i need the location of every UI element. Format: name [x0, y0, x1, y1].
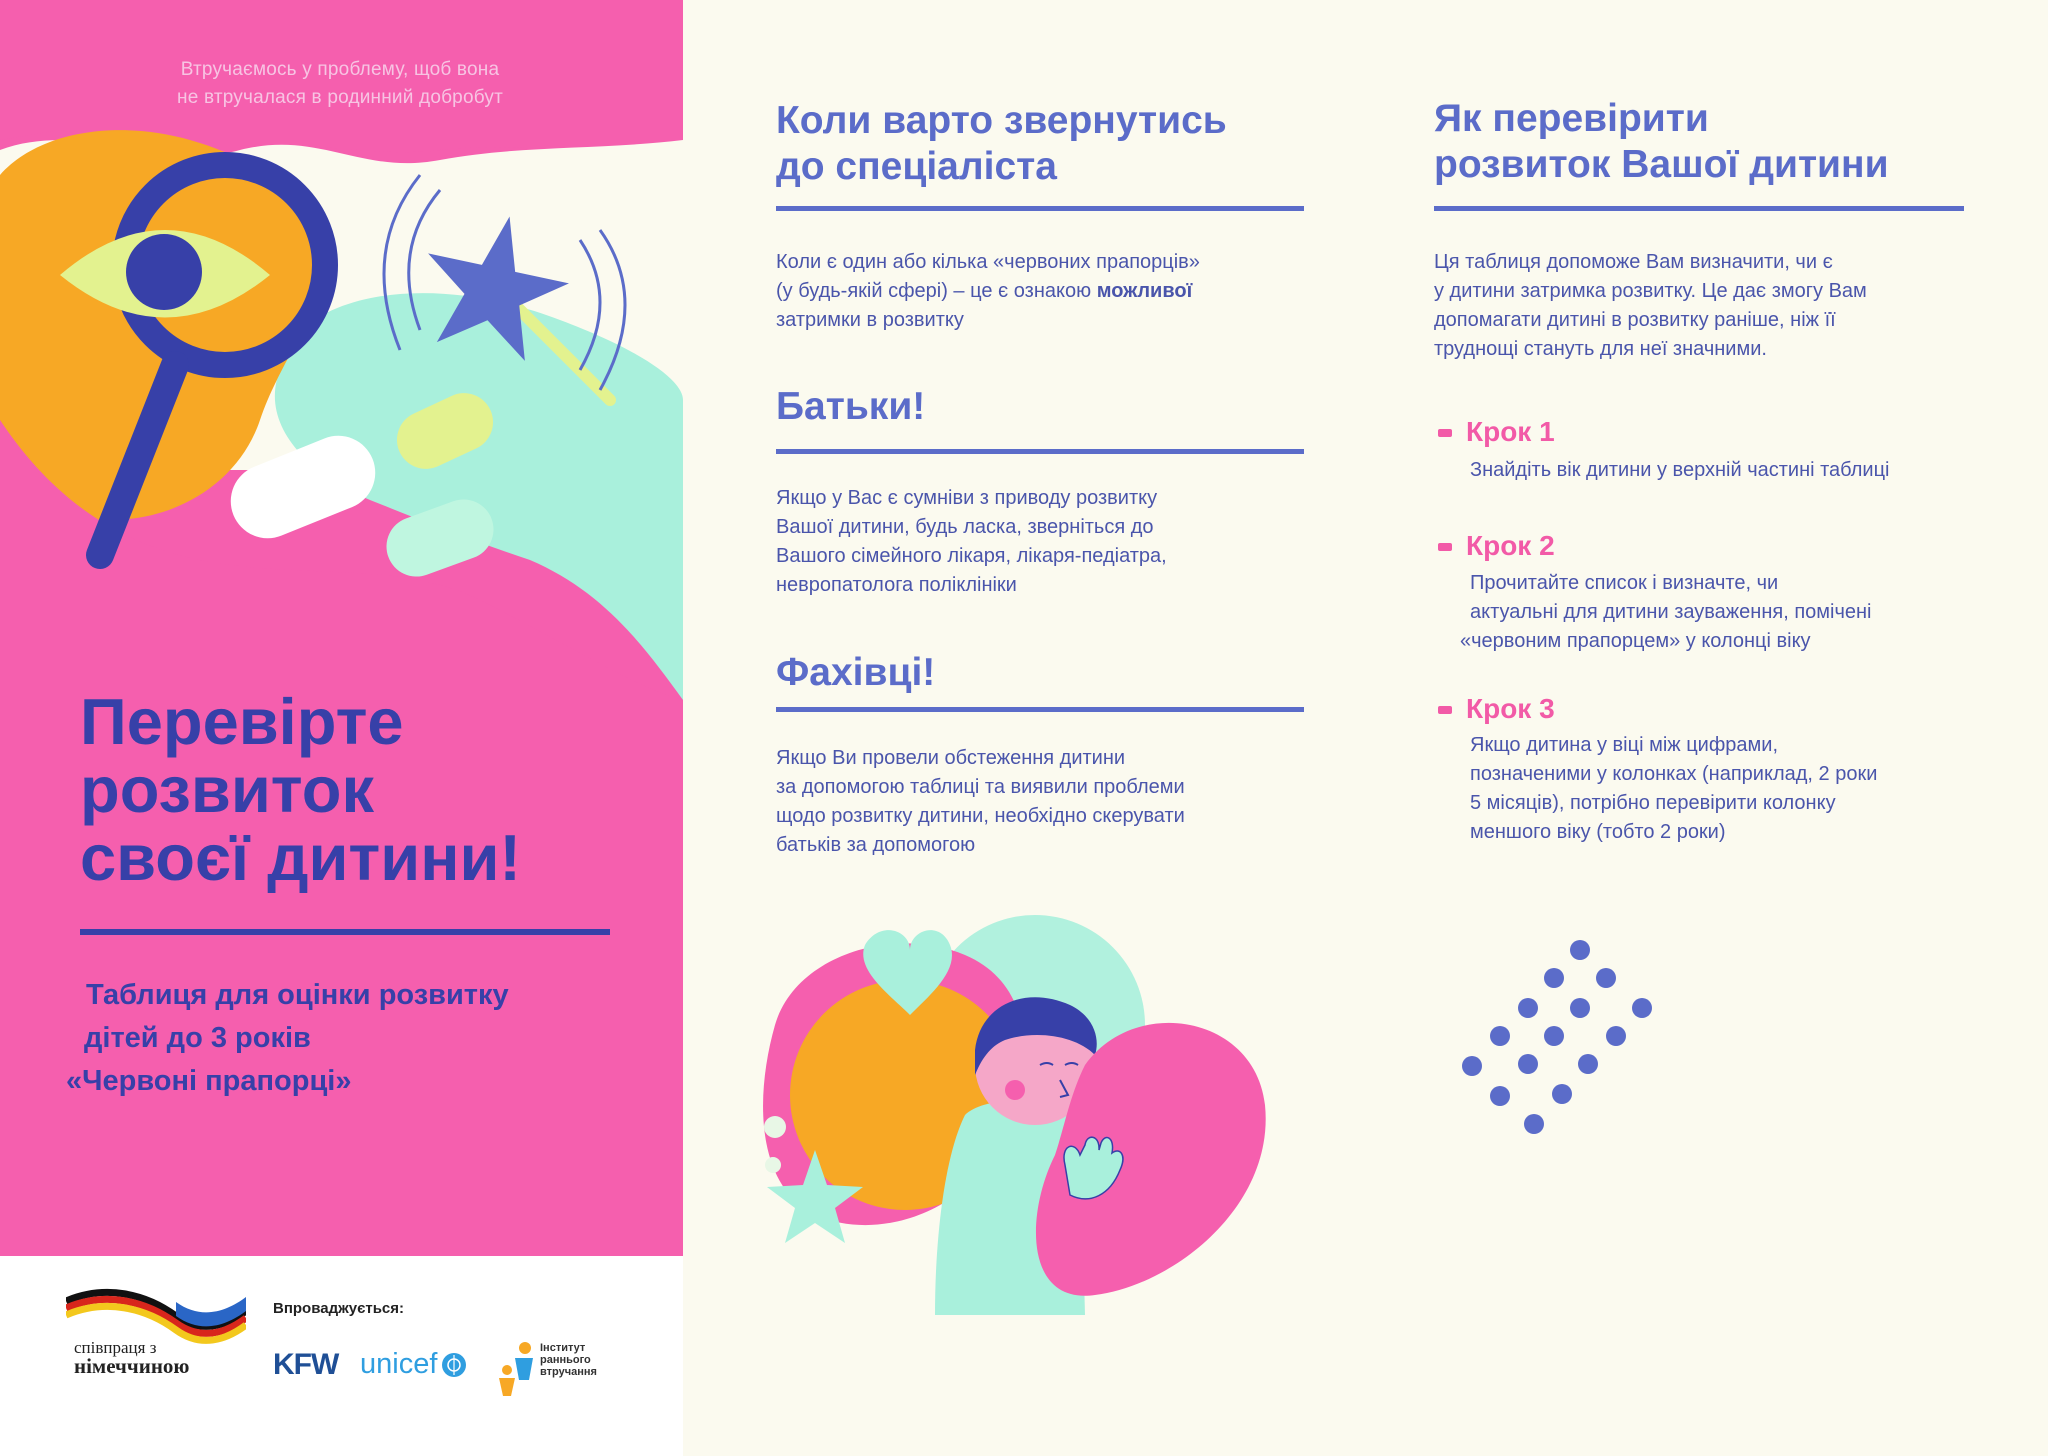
step-2-text — [1460, 569, 2010, 656]
step-2-label: Крок 2 — [1466, 530, 1555, 561]
cooperation-line-1: співпраця з — [74, 1338, 157, 1357]
step-1-bullet — [1438, 429, 1452, 437]
step-3-label: Крок 3 — [1466, 693, 1555, 724]
step-2-text-line-2: актуальні для дитини зауваження, помічені — [1470, 601, 1872, 623]
parents-divider — [776, 449, 1304, 454]
step-3-text — [1470, 731, 2010, 847]
tagline — [100, 56, 580, 112]
experts-text-line-1: Якщо Ви провели обстеження дитини — [776, 747, 1126, 769]
step-2-bullet — [1438, 543, 1452, 551]
experts-text-line-3: щодо розвитку дитини, необхідно скерувати — [776, 805, 1185, 827]
institute-logo-text — [540, 1342, 597, 1378]
check-text-line-4: труднощі стануть для неї значними. — [1434, 338, 1767, 360]
specialist-divider — [776, 206, 1304, 211]
unicef-globe-icon — [441, 1352, 467, 1378]
institute-line-2: раннього — [540, 1354, 591, 1366]
specialist-text-line-1: Коли є один або кілька «червоних прапорців» — [776, 251, 1200, 273]
cover-title-line-3: своєї дитини! — [80, 821, 522, 894]
check-text-line-2: у дитини затримка розвитку. Це дає змогу Вам — [1434, 280, 1867, 302]
child-with-heart-illustration — [735, 915, 1335, 1315]
cooperation-label — [74, 1338, 190, 1378]
cover-subtitle — [66, 974, 626, 1103]
specialist-text-emphasis: можливої — [1096, 280, 1193, 302]
germany-ukraine-flag-icon — [66, 1286, 246, 1346]
check-heading — [1434, 96, 1994, 188]
step-3-text-line-1: Якщо дитина у віці між цифрами, — [1470, 734, 1779, 756]
check-heading-line-1: Як перевірити — [1434, 97, 1709, 140]
step-1-text-line-1: Знайдіть вік дитини у верхній частині таблиці — [1470, 459, 1890, 481]
specialist-text-line-2-start: (у будь-якій сфері) – це є ознакою — [776, 280, 1097, 302]
step-3-text-line-2: позначеними у колонках (наприклад, 2 роки — [1470, 763, 1878, 785]
cover-divider — [80, 929, 610, 935]
step-3-text-line-4: меншого віку (тобто 2 роки) — [1470, 821, 1726, 843]
specialist-text-line-2 — [776, 277, 1336, 306]
parents-text-line-2: Вашої дитини, будь ласка, зверніться до — [776, 516, 1154, 538]
cover-subtitle-line-3: «Червоні прапорці» — [66, 1065, 352, 1097]
step-1-text — [1470, 456, 2010, 485]
dot-pattern — [1440, 930, 1660, 1140]
step-2-text-line-3: «червоним прапорцем» у колонці віку — [1460, 630, 1811, 652]
step-3-bullet — [1438, 706, 1452, 714]
experts-text — [776, 744, 1336, 860]
parents-text — [776, 484, 1336, 600]
tagline-line-1: Втручаємось у проблему, щоб вона — [180, 59, 500, 80]
implemented-by-label: Впроваджується: — [273, 1300, 405, 1317]
check-text-line-3: допомагати дитині в розвитку раніше, ніж її — [1434, 309, 1836, 331]
cover-subtitle-line-2: дітей до 3 років — [84, 1022, 311, 1054]
institute-logo-icon — [495, 1340, 541, 1398]
specialist-heading-line-1: Коли варто звернутись — [776, 99, 1227, 142]
specialist-text — [776, 248, 1336, 335]
check-text-line-1: Ця таблиця допоможе Вам визначити, чи є — [1434, 251, 1833, 273]
parents-text-line-4: невропатолога поліклініки — [776, 574, 1017, 596]
check-heading-line-2: розвиток Вашої дитини — [1434, 143, 1889, 186]
parents-heading: Батьки! — [776, 385, 926, 428]
cover-panel — [0, 0, 683, 1456]
specialist-heading — [776, 98, 1336, 190]
unicef-logo: unicef — [360, 1348, 438, 1380]
step-2-text-line-1: Прочитайте список і визначте, чи — [1470, 572, 1779, 594]
step-1-label: Крок 1 — [1466, 416, 1555, 447]
check-divider — [1434, 206, 1964, 211]
cooperation-line-2: німеччиною — [74, 1354, 190, 1378]
cover-title-line-2: розвиток — [80, 753, 374, 826]
experts-divider — [776, 707, 1304, 712]
experts-text-line-2: за допомогою таблиці та виявили проблеми — [776, 776, 1185, 798]
cover-title — [80, 685, 660, 894]
institute-line-3: втручання — [540, 1366, 597, 1378]
institute-line-1: Інститут — [540, 1342, 586, 1354]
check-text — [1434, 248, 1994, 364]
cover-subtitle-line-1: Таблиця для оцінки розвитку — [86, 979, 509, 1011]
cover-title-line-1: Перевірте — [80, 685, 404, 758]
specialist-text-line-3: затримки в розвитку — [776, 309, 964, 331]
sponsor-bar — [0, 1256, 683, 1456]
step-3-text-line-3: 5 місяців), потрібно перевірити колонку — [1470, 792, 1836, 814]
experts-heading: Фахівці! — [776, 651, 936, 694]
experts-text-line-4: батьків за допомогою — [776, 834, 976, 856]
parents-text-line-3: Вашого сімейного лікаря, лікаря-педіатра, — [776, 545, 1167, 567]
kfw-logo: KFW — [273, 1348, 339, 1381]
tagline-line-2: не втручалася в родинний добробут — [177, 87, 503, 108]
parents-text-line-1: Якщо у Вас є сумніви з приводу розвитку — [776, 487, 1158, 509]
specialist-heading-line-2: до спеціаліста — [776, 145, 1057, 188]
